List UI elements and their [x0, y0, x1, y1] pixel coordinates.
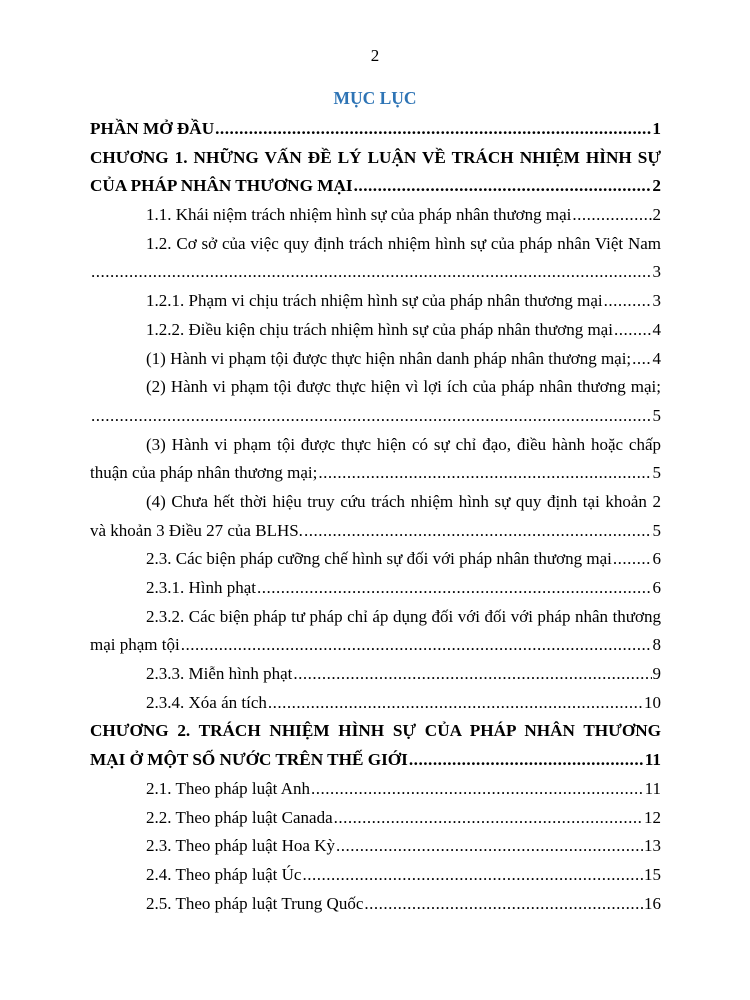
toc-page-number: 2 [652, 205, 661, 225]
toc-entry[interactable] [90, 201, 661, 230]
toc-entry[interactable] [90, 373, 661, 430]
toc-entry-text: mại phạm tội [90, 635, 180, 655]
toc-entry-text: MẠI Ở MỘT SỐ NƯỚC TRÊN THẾ GIỚI [90, 750, 408, 770]
toc-entry[interactable] [90, 431, 661, 488]
toc-entry[interactable] [90, 574, 661, 603]
toc-page-number: 9 [652, 664, 661, 684]
toc-entry[interactable] [90, 717, 661, 774]
toc-entry[interactable] [90, 230, 661, 287]
toc-entry[interactable] [90, 144, 661, 201]
toc-entry-text: (2) Hành vi phạm tội được thực hiện vì lợi ích của pháp nhân thương mại; [146, 377, 661, 397]
toc-title: MỤC LỤC [333, 88, 417, 108]
toc-page-number: 13 [644, 836, 661, 856]
toc-entry-text: 1.2. Cơ sở của việc quy định trách nhiệm hình sự của pháp nhân Việt Nam [146, 233, 661, 253]
toc-entry[interactable] [90, 804, 661, 833]
toc-entry[interactable] [90, 775, 661, 804]
toc-page-number: 6 [652, 549, 661, 569]
toc-page-number: 6 [652, 578, 661, 597]
dot-leader [181, 631, 652, 660]
toc-page-number: 10 [644, 692, 661, 712]
toc-page-number: 1 [652, 119, 661, 138]
dot-leader [409, 746, 644, 775]
dot-leader [302, 861, 643, 890]
toc-entry[interactable] [90, 345, 661, 374]
dot-leader [304, 517, 652, 546]
toc-entry-text: 2.1. Theo pháp luật Anh [146, 778, 310, 798]
toc-page-number: 4 [652, 319, 661, 339]
toc-page-number: 15 [644, 864, 661, 884]
dot-leader [311, 775, 644, 804]
toc-entry-text: 2.3.1. Hình phạt [146, 578, 257, 597]
toc-entry-text: CHƯƠNG 1. NHỮNG VẤN ĐỀ LÝ LUẬN VỀ TRÁCH NHIỆM HÌNH SỰ [90, 147, 661, 167]
toc-entry-text: 1.2.1. Phạm vi chịu trách nhiệm hình sự của pháp nhân thương mại [146, 291, 603, 311]
toc-page-number: 2 [652, 176, 661, 196]
toc-page-number: 11 [644, 778, 661, 798]
table-of-contents [90, 115, 661, 918]
toc-page-number: 4 [652, 348, 661, 368]
dot-leader [354, 172, 652, 201]
dot-leader [268, 689, 643, 718]
toc-page-number: 12 [644, 807, 661, 827]
toc-page-number: 3 [652, 262, 661, 282]
dot-leader [215, 115, 651, 144]
page-number: 2 [370, 46, 380, 65]
toc-entry-text: 1.2.2. Điều kiện chịu trách nhiệm hình sự của pháp nhân thương mại [146, 319, 613, 339]
toc-entry-text: 2.2. Theo pháp luật Canada [146, 807, 333, 827]
toc-page-number: 11 [644, 750, 661, 770]
toc-entry[interactable] [90, 890, 661, 919]
toc-entry-text: (3) Hành vi phạm tội được thực hiện có sự chỉ đạo, điều hành hoặc chấp [146, 434, 661, 454]
dot-leader [334, 804, 643, 833]
toc-entry-text: CHƯƠNG 2. TRÁCH NHIỆM HÌNH SỰ CỦA PHÁP NHÂN THƯƠNG [90, 721, 661, 741]
toc-entry-text: 2.3.2. Các biện pháp tư pháp chỉ áp dụng đối với đối với pháp nhân thương [146, 606, 661, 626]
dot-leader [604, 287, 652, 316]
toc-entry-text: (4) Chưa hết thời hiệu truy cứu trách nhiệm hình sự quy định tại khoản 2 [146, 491, 661, 511]
dot-leader [572, 201, 651, 230]
toc-page-number: 16 [644, 893, 661, 913]
toc-entry-text: và khoản 3 Điều 27 của BLHS. [90, 520, 303, 540]
toc-entry-text: 1.1. Khái niệm trách nhiệm hình sự của pháp nhân thương mại [146, 205, 572, 225]
dot-leader [318, 459, 651, 488]
toc-entry-text: (1) Hành vi phạm tội được thực hiện nhân danh pháp nhân thương mại; [146, 348, 632, 368]
toc-entry-text: 2.3.3. Miễn hình phạt [146, 664, 293, 684]
dot-leader [614, 316, 652, 345]
toc-entry[interactable] [90, 488, 661, 545]
toc-page-number: 5 [652, 520, 661, 540]
toc-page-number: 5 [652, 463, 661, 483]
dot-leader [336, 832, 643, 861]
toc-page-number: 8 [652, 635, 661, 655]
dot-leader [91, 258, 652, 287]
toc-entry[interactable] [90, 689, 661, 718]
dot-leader [613, 545, 652, 574]
toc-entry[interactable] [90, 832, 661, 861]
toc-page-number: 3 [652, 291, 661, 311]
toc-entry-text: 2.3. Theo pháp luật Hoa Kỳ [146, 836, 336, 856]
dot-leader [632, 345, 651, 374]
toc-entry[interactable] [90, 660, 661, 689]
toc-entry[interactable] [90, 545, 661, 574]
toc-entry[interactable] [90, 115, 661, 144]
toc-entry[interactable] [90, 861, 661, 890]
toc-entry-text: CỦA PHÁP NHÂN THƯƠNG MẠI [90, 176, 353, 196]
toc-entry[interactable] [90, 603, 661, 660]
dot-leader [257, 574, 651, 603]
dot-leader [91, 402, 652, 431]
toc-page-number: 5 [652, 405, 661, 425]
toc-entry-text: thuận của pháp nhân thương mại; [90, 463, 318, 483]
toc-entry[interactable] [90, 287, 661, 316]
toc-entry-text: 2.4. Theo pháp luật Úc [146, 864, 302, 884]
toc-entry-text: PHẦN MỞ ĐẦU [90, 119, 215, 138]
dot-leader [293, 660, 651, 689]
dot-leader [364, 890, 643, 919]
toc-entry-text: 2.3. Các biện pháp cưỡng chế hình sự đối với pháp nhân thương mại [146, 549, 612, 569]
toc-entry-text: 2.5. Theo pháp luật Trung Quốc [146, 893, 364, 913]
toc-entry-text: 2.3.4. Xóa án tích [146, 692, 267, 712]
toc-entry[interactable] [90, 316, 661, 345]
